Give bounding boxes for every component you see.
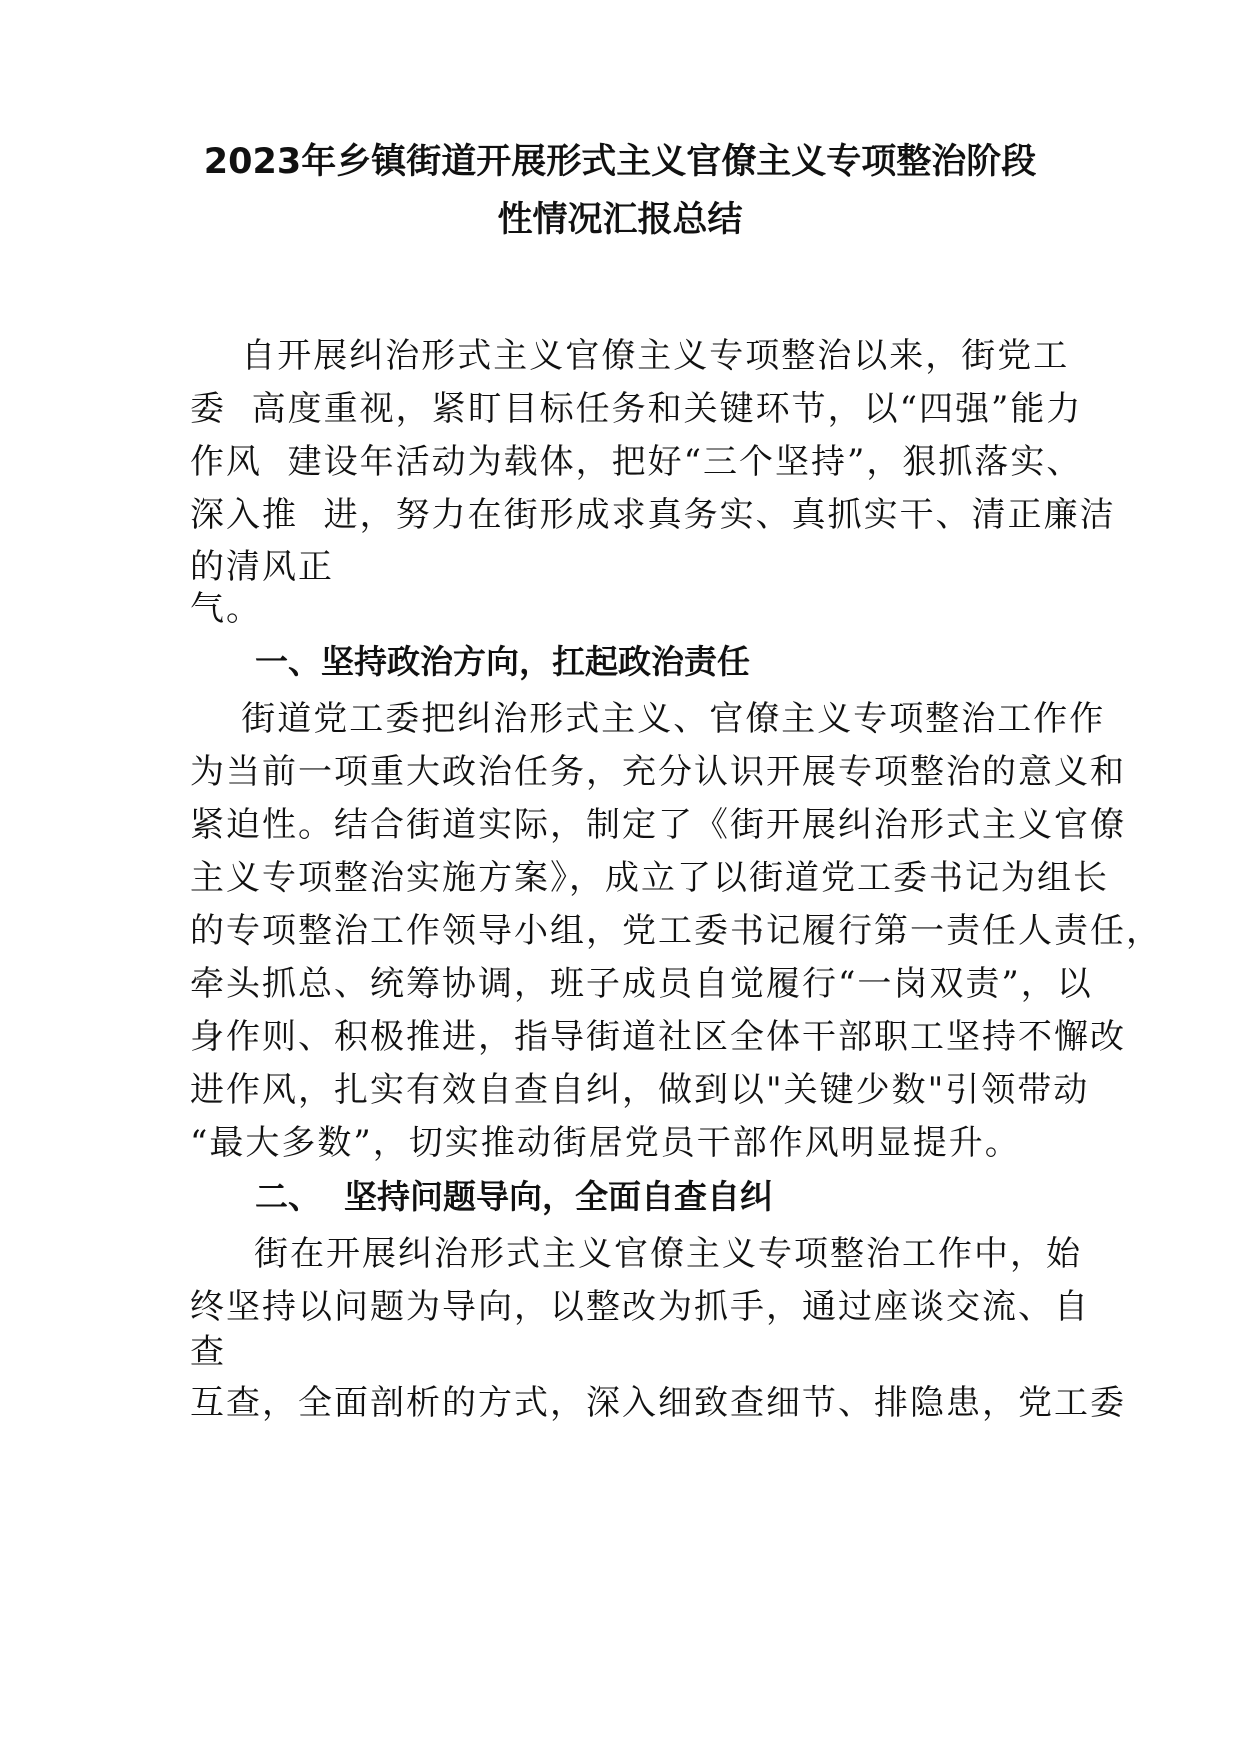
intro-line: 委 高度重视，紧盯目标任务和关键环节，以“四强”能力 [190, 389, 1083, 429]
section-2-line: 互查，全面剖析的方式，深入细致查细节、排隐患，党工委 [190, 1383, 1126, 1423]
section-1-line: 主义专项整治实施方案》，成立了以街道党工委书记为组长 [190, 858, 1109, 898]
section-1-line: 进作风，扎实有效自查自纠，做到以"关键少数"引领带动 [190, 1070, 1090, 1110]
document-title-line-1: 2023年乡镇街道开展形式主义官僚主义专项整治阶段 [203, 142, 1037, 182]
intro-line: 气。 [190, 589, 262, 629]
section-2-heading: 二、 坚持问题导向，全面自查自纠 [255, 1177, 773, 1216]
section-1-line: 街道党工委把纠治形式主义、官僚主义专项整治工作作 [190, 699, 1106, 739]
section-1-line: 紧迫性。结合街道实际，制定了《街开展纠治形式主义官僚 [190, 805, 1126, 845]
intro-line: 的清风正 [190, 547, 334, 587]
section-1-line: 为当前一项重大政治任务，充分认识开展专项整治的意义和 [190, 752, 1126, 792]
section-1-line: 牵头抓总、统筹协调，班子成员自觉履行“一岗双责”，以 [190, 964, 1093, 1004]
section-2-line: 街在开展纠治形式主义官僚主义专项整治工作中，始 [190, 1234, 1083, 1274]
intro-line: 深入推 进，努力在街形成求真务实、真抓实干、清正廉洁 [190, 495, 1116, 535]
section-1-line: 身作则、积极推进，指导街道社区全体干部职工坚持不懈改 [190, 1017, 1126, 1057]
section-1-line: 的专项整治工作领导小组，党工委书记履行第一责任人责任， [190, 911, 1162, 951]
intro-line: 自开展纠治形式主义官僚主义专项整治以来，街党工 [190, 336, 1070, 376]
section-1-line: “最大多数”，切实推动街居党员干部作风明显提升。 [190, 1123, 1021, 1163]
section-2-line: 终坚持以问题为导向，以整改为抓手，通过座谈交流、自 [190, 1287, 1090, 1327]
section-2-line: 查 [190, 1332, 226, 1372]
section-1-heading: 一、坚持政治方向，扛起政治责任 [255, 642, 750, 681]
intro-line: 作风 建设年活动为载体，把好“三个坚持”，狠抓落实、 [190, 442, 1083, 482]
document-title-line-2: 性情况汇报总结 [497, 200, 743, 240]
